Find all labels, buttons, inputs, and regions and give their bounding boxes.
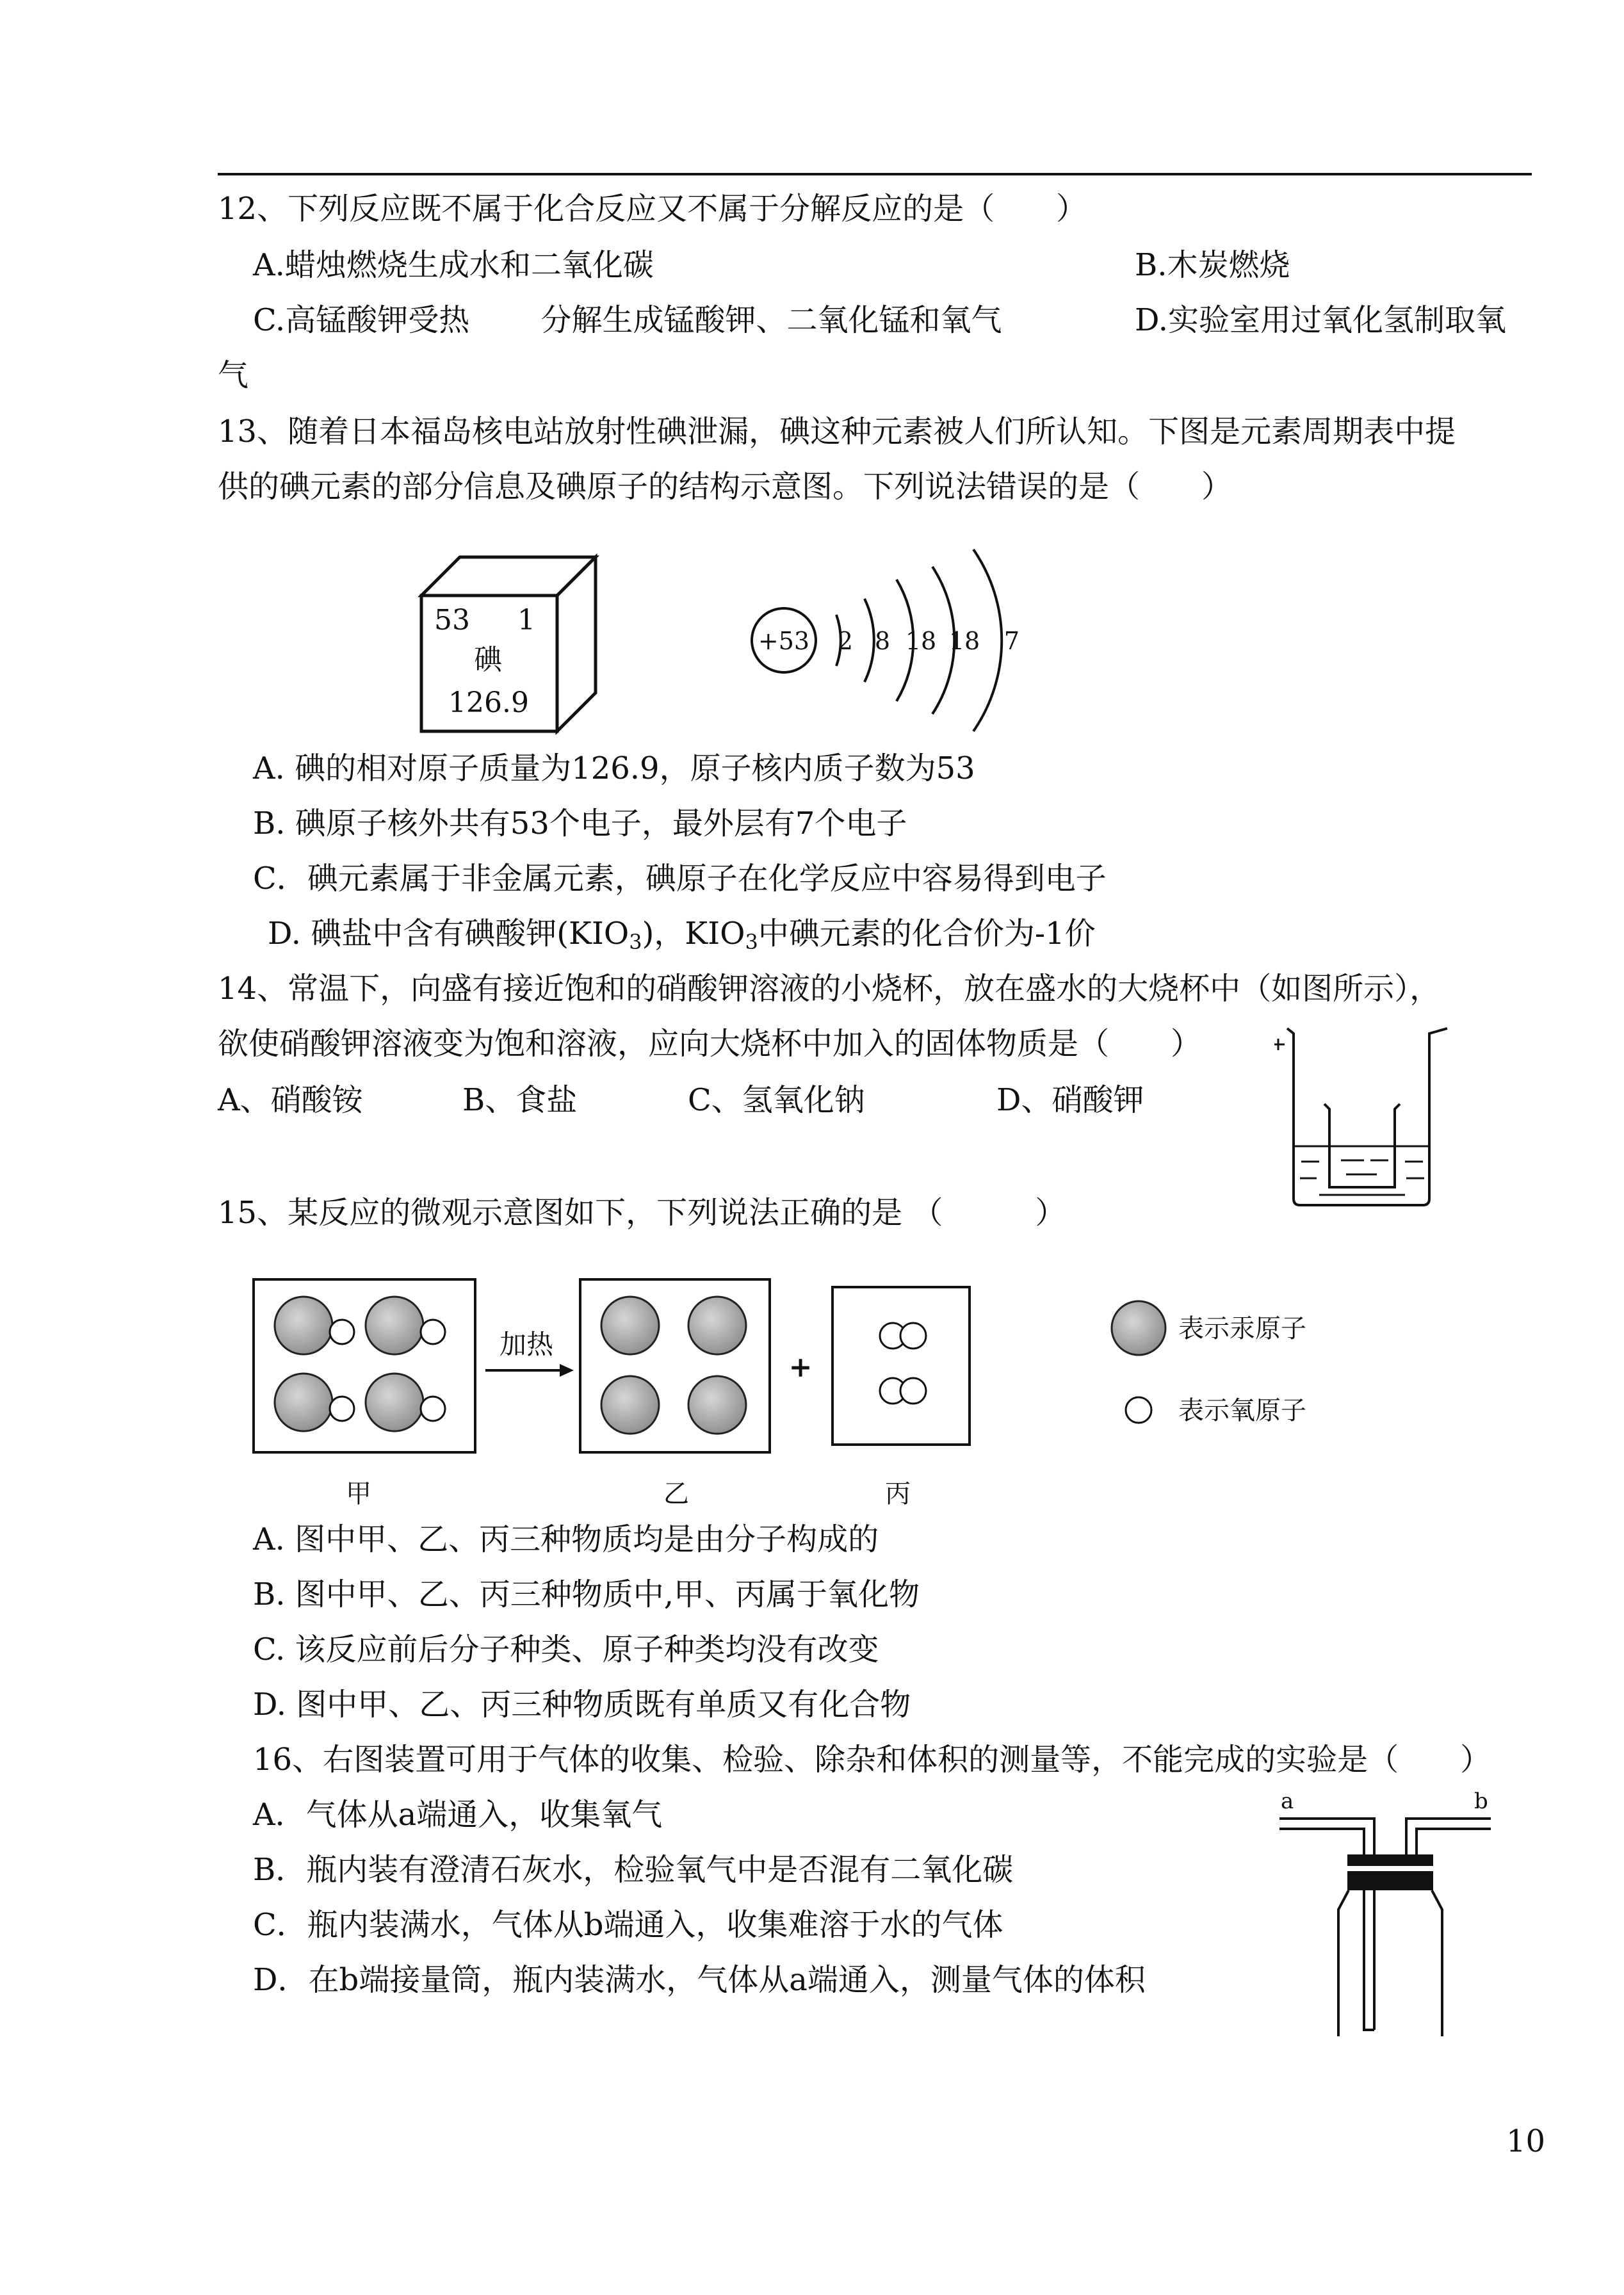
q16-option-b: B．瓶内装有澄清石灰水，检验氧气中是否混有二氧化碳 xyxy=(253,1852,1014,1888)
page-number: 10 xyxy=(1506,2123,1546,2159)
shell-electrons-5: 7 xyxy=(1003,627,1020,655)
q16-option-d: D．在b端接量筒，瓶内装满水，气体从a端通入，测量气体的体积 xyxy=(253,1962,1146,1998)
q12-option-a: A.蜡烛燃烧生成水和二氧化碳 xyxy=(253,247,654,283)
element-name: 碘 xyxy=(474,644,502,676)
q15-option-c: C. 该反应前后分子种类、原子种类均没有改变 xyxy=(253,1632,879,1667)
shell-electrons-2: 8 xyxy=(874,627,891,655)
oxygen-atom xyxy=(330,1320,354,1344)
q16-option-a: A．气体从a端通入，收集氧气 xyxy=(253,1797,663,1833)
q13-stem-line2: 供的碘元素的部分信息及碘原子的结构示意图。下列说法错误的是（ ） xyxy=(218,469,1233,505)
legend-oxygen-text: 表示氧原子 xyxy=(1178,1396,1306,1425)
electron-shell-2 xyxy=(865,599,874,682)
nested-beakers-diagram xyxy=(1274,1025,1460,1210)
q12-option-d: D.实验室用过氧化氢制取氧 xyxy=(1135,302,1507,338)
q13-d-text-2: )，KIO xyxy=(642,916,745,952)
mercury-atom xyxy=(688,1376,746,1434)
q13-d-text-3: 中碘元素的化合价为-1价 xyxy=(758,916,1096,952)
legend-mercury-text: 表示汞原子 xyxy=(1178,1314,1306,1343)
tube-label-b: b xyxy=(1474,1788,1488,1814)
mercury-atom xyxy=(688,1297,746,1354)
oxygen-atom xyxy=(900,1378,926,1404)
q15-option-d: D. 图中甲、乙、丙三种物质既有单质又有化合物 xyxy=(253,1687,911,1723)
q13-stem-line1: 13、随着日本福岛核电站放射性碘泄漏，碘这种元素被人们所认知。下图是元素周期表中提 xyxy=(218,414,1456,450)
q12-option-b: B.木炭燃烧 xyxy=(1135,247,1290,283)
legend-mercury-icon xyxy=(1112,1301,1165,1355)
q14-stem-line2: 欲使硝酸钾溶液变为饱和溶液，应向大烧杯中加入的固体物质是（ ） xyxy=(218,1026,1202,1062)
mercury-atom xyxy=(366,1374,423,1431)
oxygen-atom xyxy=(421,1397,445,1421)
q13-d-subscript-1: 3 xyxy=(629,930,642,954)
q14-option-b: B、食盐 xyxy=(462,1082,578,1118)
shell-electrons-4: 18 xyxy=(948,627,980,655)
shell-electrons-3: 18 xyxy=(905,627,937,655)
box-bing xyxy=(832,1287,970,1445)
label-yi: 乙 xyxy=(663,1479,689,1509)
gas-bottle-apparatus xyxy=(1274,1788,1505,2036)
header-rule xyxy=(218,173,1532,175)
q14-option-a: A、硝酸铵 xyxy=(218,1082,363,1118)
rubber-stopper xyxy=(1347,1854,1433,1890)
element-atomic-mass: 126.9 xyxy=(448,686,529,719)
tube-a-long xyxy=(1279,1819,1374,2030)
q15-option-a: A. 图中甲、乙、丙三种物质均是由分子构成的 xyxy=(253,1521,879,1557)
q14-option-d: D、硝酸钾 xyxy=(996,1082,1144,1118)
iodine-periodic-table-cell xyxy=(410,551,615,736)
mercury-atom xyxy=(366,1297,423,1354)
q16-stem: 16、右图装置可用于气体的收集、检验、除杂和体积的测量等，不能完成的实验是（ ） xyxy=(253,1742,1491,1778)
q14-option-c: C、氢氧化钠 xyxy=(688,1082,865,1118)
q12-option-d-continued: 气 xyxy=(218,357,249,393)
oxygen-atom xyxy=(330,1397,354,1421)
iodine-atom-structure-diagram xyxy=(743,544,1037,736)
q15-stem: 15、某反应的微观示意图如下，下列说法正确的是 （ ） xyxy=(218,1195,1066,1231)
oxygen-atom xyxy=(421,1320,445,1344)
mercury-atom xyxy=(275,1374,332,1431)
q13-option-d xyxy=(268,916,1096,960)
reaction-micro-diagram xyxy=(243,1274,1345,1518)
plus-sign: + xyxy=(788,1351,813,1384)
nucleus-charge: +53 xyxy=(758,627,810,655)
label-bing: 丙 xyxy=(885,1479,911,1509)
element-atomic-number: 53 xyxy=(434,604,470,637)
mercury-atom xyxy=(275,1297,332,1354)
q12-option-c: C.高锰酸钾受热 分解生成锰酸钾、二氧化锰和氧气 xyxy=(253,302,1002,338)
q14-stem-line1: 14、常温下，向盛有接近饱和的硝酸钾溶液的小烧杯，放在盛水的大烧杯中（如图所示）， xyxy=(218,971,1441,1007)
q16-option-c: C．瓶内装满水，气体从b端通入，收集难溶于水的气体 xyxy=(253,1907,1003,1943)
q13-d-text-1: D. 碘盐中含有碘酸钾(KIO xyxy=(268,916,629,952)
bottle xyxy=(1338,1890,1442,2036)
tube-label-a: a xyxy=(1281,1788,1294,1814)
q13-option-b: B. 碘原子核外共有53个电子，最外层有7个电子 xyxy=(253,806,907,841)
shell-electrons-1: 2 xyxy=(837,627,854,655)
q13-option-c: C．碘元素属于非金属元素，碘原子在化学反应中容易得到电子 xyxy=(253,861,1107,896)
arrow-label-heating: 加热 xyxy=(499,1329,554,1360)
q12-stem: 12、下列反应既不属于化合反应又不属于分解反应的是（ ） xyxy=(218,191,1087,227)
q15-option-b: B. 图中甲、乙、丙三种物质中,甲、丙属于氧化物 xyxy=(253,1577,920,1612)
label-jia: 甲 xyxy=(346,1479,371,1509)
oxygen-atom xyxy=(900,1323,926,1349)
q13-option-a: A. 碘的相对原子质量为126.9，原子核内质子数为53 xyxy=(253,750,975,786)
mercury-atom xyxy=(601,1376,659,1434)
element-valence: 1 xyxy=(517,604,535,637)
legend-oxygen-icon xyxy=(1126,1397,1151,1423)
q13-d-subscript-2: 3 xyxy=(745,930,758,954)
mercury-atom xyxy=(601,1297,659,1354)
